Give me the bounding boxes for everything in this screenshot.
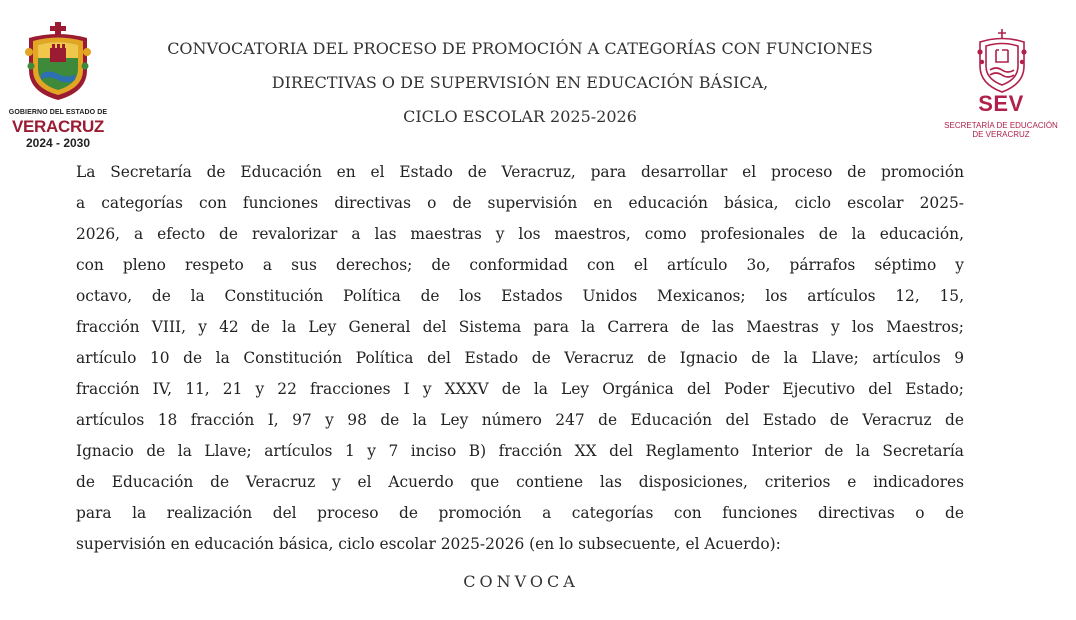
sev-coat-of-arms-icon — [975, 28, 1029, 94]
paragraph-line: octavo, de la Constitución Política de los Estados Unidos Mexicanos; los artículos 12, 15, — [76, 287, 964, 305]
paragraph-line: Ignacio de la Llave; artículos 1 y 7 inciso B) fracción XX del Reglamento Interior de la Secretaría — [76, 442, 964, 460]
paragraph-line: con pleno respeto a sus derechos; de conformidad con el artículo 3o, párrafos séptimo y — [76, 256, 964, 274]
paragraph-line: supervisión en educación básica, ciclo escolar 2025-2026 (en lo subsecuente, el Acuerdo): — [76, 535, 781, 553]
paragraph-line: de Educación de Veracruz y el Acuerdo que contiene las disposiciones, criterios e indicadores — [76, 473, 964, 491]
title-line-3: CICLO ESCOLAR 2025-2026 — [403, 107, 637, 126]
paragraph-line: La Secretaría de Educación en el Estado de Veracruz, para desarrollar el proceso de promoción — [76, 163, 964, 181]
state-name: VERACRUZ — [11, 117, 105, 136]
veracruz-government-logo — [6, 22, 110, 150]
paragraph-line: fracción VIII, y 42 de la Ley General del Sistema para la Carrera de las Maestras y los Maestros; — [76, 318, 964, 336]
paragraph-line: fracción IV, 11, 21 y 22 fracciones I y XXXV de la Ley Orgánica del Poder Ejecutivo del Estado; — [76, 380, 964, 398]
sev-logo — [928, 28, 1074, 146]
convoca-heading: CONVOCA — [463, 572, 579, 591]
title-line-2: DIRECTIVAS O DE SUPERVISIÓN EN EDUCACIÓN BÁSICA, — [271, 73, 769, 92]
paragraph-line: a categorías con funciones directivas o de supervisión en educación básica, ciclo escolar 2025- — [76, 194, 964, 212]
secretariat-name-line2: DE VERACRUZ — [972, 130, 1030, 139]
secretariat-name-line1: SECRETARÍA DE EDUCACIÓN — [944, 121, 1058, 130]
veracruz-coat-of-arms-icon — [23, 22, 93, 102]
title-line-1: CONVOCATORIA DEL PROCESO DE PROMOCIÓN A CATEGORÍAS CON FUNCIONES — [167, 39, 873, 58]
document-title — [120, 37, 920, 139]
preamble-paragraph — [76, 157, 964, 560]
government-label: GOBIERNO DEL ESTADO DE — [8, 109, 108, 116]
sev-acronym: SEV — [978, 91, 1024, 116]
administration-period: 2024 - 2030 — [25, 136, 91, 150]
paragraph-line: artículos 18 fracción I, 97 y 98 de la Ley número 247 de Educación del Estado de Veracruz de — [76, 411, 964, 429]
paragraph-line: para la realización del proceso de promoción a categorías con funciones directivas o de — [76, 504, 964, 522]
paragraph-line: 2026, a efecto de revalorizar a las maestras y los maestros, como profesionales de la educación, — [76, 225, 964, 243]
paragraph-line: artículo 10 de la Constitución Política del Estado de Veracruz de Ignacio de la Llave; artículos 9 — [76, 349, 964, 367]
